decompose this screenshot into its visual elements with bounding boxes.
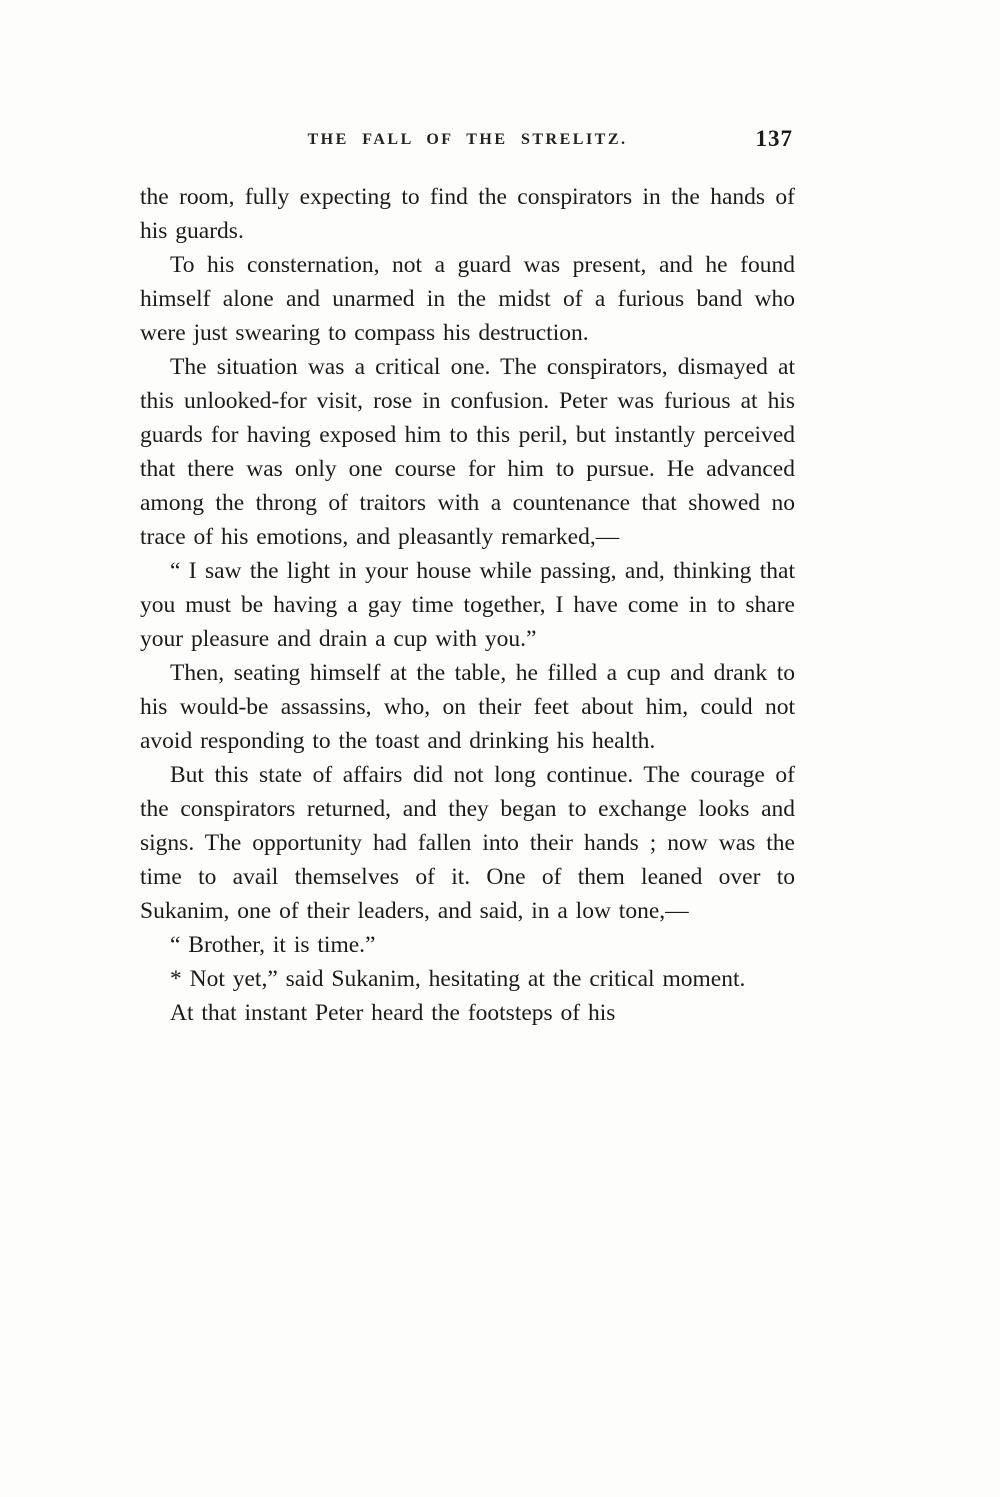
paragraph: But this state of affairs did not long continue. The courage of the conspirators returned, and they began to exchange looks and signs. The opportunity had fallen into their hands ; now was the time to avail themselves of it. One of them leaned over to Sukanim, one of their leaders, and said, in a low tone,— <box>140 762 795 924</box>
paragraph: To his consternation, not a guard was present, and he found himself alone and unarmed in the midst of a furious band who were just swearing to compass his destruction. <box>140 252 795 346</box>
running-head-title: THE FALL OF THE STRELITZ. <box>307 131 628 148</box>
paragraph: The situation was a critical one. The conspirators, dismayed at this unlooked-for visit, rose in confusion. Peter was furious at his guards for having exposed him to this peril, but instantly perceived that there was only one course for him to pursue. He advanced among the throng of traitors with a countenance that showed no trace of his emotions, and pleasantly remarked,— <box>140 354 795 550</box>
page-body <box>140 180 795 1030</box>
paragraph: At that instant Peter heard the footsteps of his <box>170 1000 616 1026</box>
paragraph: the room, fully expecting to find the conspirators in the hands of his guards. <box>140 184 795 244</box>
paragraph: * Not yet,” said Sukanim, hesitating at the critical moment. <box>170 966 746 992</box>
paragraph: “ Brother, it is time.” <box>170 932 376 958</box>
paragraph: “ I saw the light in your house while passing, and, thinking that you must be having a gay time together, I have come in to share your pleasure and drain a cup with you.” <box>140 558 795 652</box>
running-head <box>140 126 795 162</box>
page-content <box>140 126 795 1030</box>
paragraph: Then, seating himself at the table, he filled a cup and drank to his would-be assassins, who, on their feet about him, could not avoid responding to the toast and drinking his health. <box>140 660 795 754</box>
page-number: 137 <box>755 126 793 151</box>
